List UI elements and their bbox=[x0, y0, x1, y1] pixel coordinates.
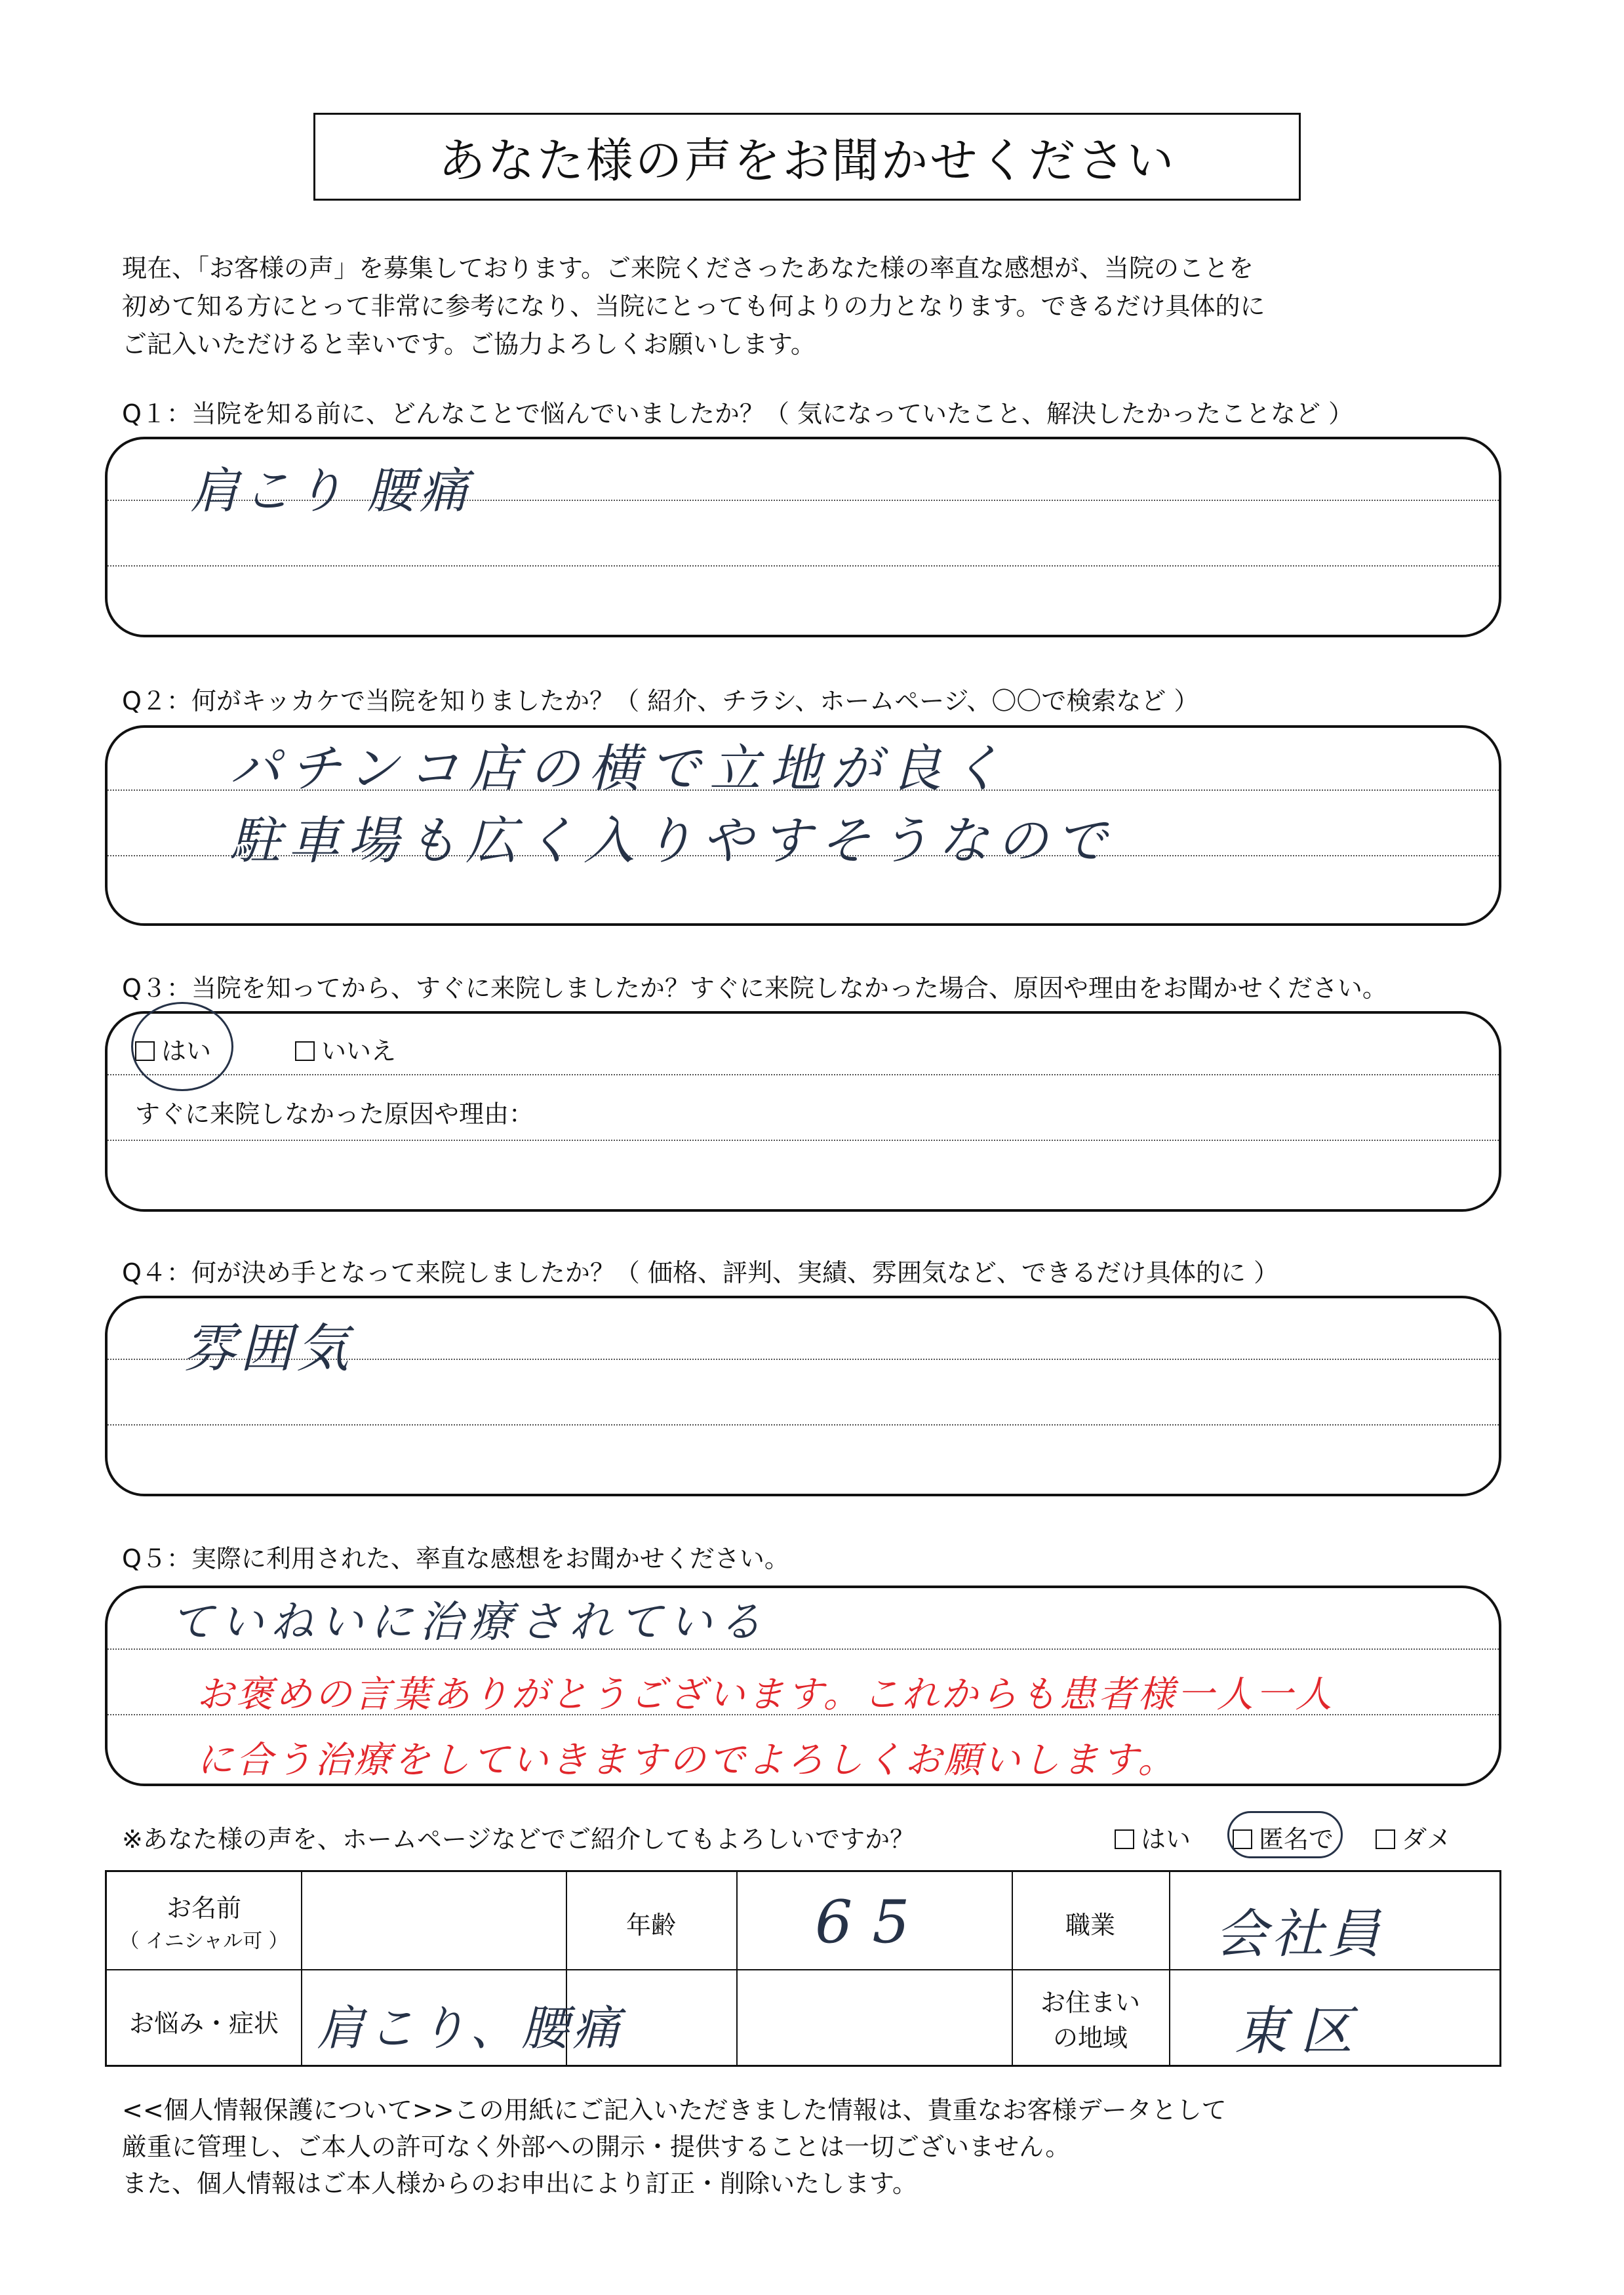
privacy-notice bbox=[122, 2092, 1532, 2202]
intro-line: 初めて知る方にとって非常に参考になり、当院にとっても何よりの力となります。できるだけ具体的に bbox=[122, 292, 1265, 321]
q2-answer-line-2: 駐車場も広く入りやすそうなので bbox=[229, 812, 1115, 871]
name-field[interactable] bbox=[302, 1872, 564, 1968]
q4-answer: 雰囲気 bbox=[184, 1318, 353, 1379]
q3-yes-label: はい bbox=[161, 1037, 212, 1066]
q5-label: Q５：実際に利用された、率直な感想をお聞かせください。 bbox=[122, 1544, 789, 1573]
consent-option-yes[interactable] bbox=[1115, 1819, 1191, 1855]
q1-answer: 肩こり 腰痛 bbox=[190, 463, 472, 519]
intro-line: ご記入いただけると幸いです。ご協力よろしくお願いします。 bbox=[122, 330, 816, 359]
q2-answer-line-1: パチンコ店の横で立地が良く bbox=[229, 740, 1012, 799]
profile-table bbox=[105, 1870, 1501, 2067]
consent-option-anonymous-label: 匿名で bbox=[1259, 1825, 1334, 1854]
job-value[interactable]: 会社員 bbox=[1215, 1904, 1384, 1965]
job-label: 職業 bbox=[1065, 1911, 1115, 1940]
consent-question: ※あなた様の声を、ホームページなどでご紹介してもよろしいですか？ bbox=[122, 1825, 915, 1854]
area-label-line-2: の地域 bbox=[1052, 2024, 1128, 2052]
page-title-text: あなた様の声をお聞かせください bbox=[438, 133, 1176, 188]
q5-reply-line-2: に合う治療をしていきますのでよろしくお願いします。 bbox=[197, 1739, 1178, 1782]
q5-answer: ていねいに治療されている bbox=[170, 1597, 768, 1647]
consent-option-yes-label: はい bbox=[1141, 1825, 1191, 1854]
intro-text bbox=[122, 249, 1499, 363]
checkbox-icon[interactable] bbox=[295, 1041, 315, 1061]
checkbox-icon[interactable] bbox=[1115, 1829, 1134, 1849]
checkbox-icon[interactable] bbox=[1376, 1829, 1395, 1849]
circle-mark-icon bbox=[1227, 1811, 1343, 1858]
name-sublabel: （ イニシャル可 ） bbox=[119, 1930, 288, 1953]
q3-no-label: いいえ bbox=[321, 1037, 397, 1066]
q3-no-option[interactable] bbox=[295, 1031, 396, 1067]
circle-mark-icon bbox=[131, 1002, 233, 1091]
q1-label: Q１：当院を知る前に、どんなことで悩んでいましたか？（ 気になっていたこと、解決したかったことなど ） bbox=[122, 399, 1354, 428]
symptom-value[interactable]: 肩こり、腰痛 bbox=[317, 2001, 624, 2056]
privacy-line: 厳重に管理し、ご本人の許可なく外部への開示・提供することは一切ございません。 bbox=[122, 2132, 1071, 2161]
q5-reply-line-1: お褒めの言葉ありがとうございます。これからも患者様一人一人 bbox=[197, 1673, 1335, 1716]
privacy-line: <<個人情報保護について>>この用紙にご記入いただきました情報は、貴重なお客様データとして bbox=[122, 2096, 1227, 2125]
area-label-line-1: お住まい bbox=[1040, 1988, 1140, 2017]
page-title bbox=[313, 113, 1301, 201]
q3-label: Q３：当院を知ってから、すぐに来院しましたか？すぐに来院しなかった場合、原因や理由をお聞かせください。 bbox=[122, 974, 1387, 1003]
age-value[interactable]: 65 bbox=[815, 1888, 930, 1957]
privacy-line: また、個人情報はご本人様からのお申出により訂正・削除いたします。 bbox=[122, 2169, 917, 2198]
consent-option-no[interactable] bbox=[1376, 1819, 1452, 1855]
intro-line: 現在、「お客様の声」を募集しております。ご来院くださったあなた様の率直な感想が、当院のことを bbox=[122, 254, 1254, 283]
name-label: お名前 bbox=[166, 1894, 241, 1923]
q3-reason-label: すぐに来院しなかった原因や理由： bbox=[135, 1100, 534, 1128]
symptom-label: お悩み・症状 bbox=[129, 2009, 279, 2038]
consent-option-no-label: ダメ bbox=[1402, 1825, 1452, 1854]
area-value[interactable]: 東区 bbox=[1235, 2001, 1366, 2062]
age-label: 年齢 bbox=[625, 1911, 676, 1940]
q2-label: Q２：何がキッカケで当院を知りましたか？（ 紹介、チラシ、ホームページ、〇〇で検索など ） bbox=[122, 687, 1199, 715]
q4-label: Q４：何が決め手となって来院しましたか？（ 価格、評判、実績、雰囲気など、できるだけ具体的に ） bbox=[122, 1258, 1279, 1287]
